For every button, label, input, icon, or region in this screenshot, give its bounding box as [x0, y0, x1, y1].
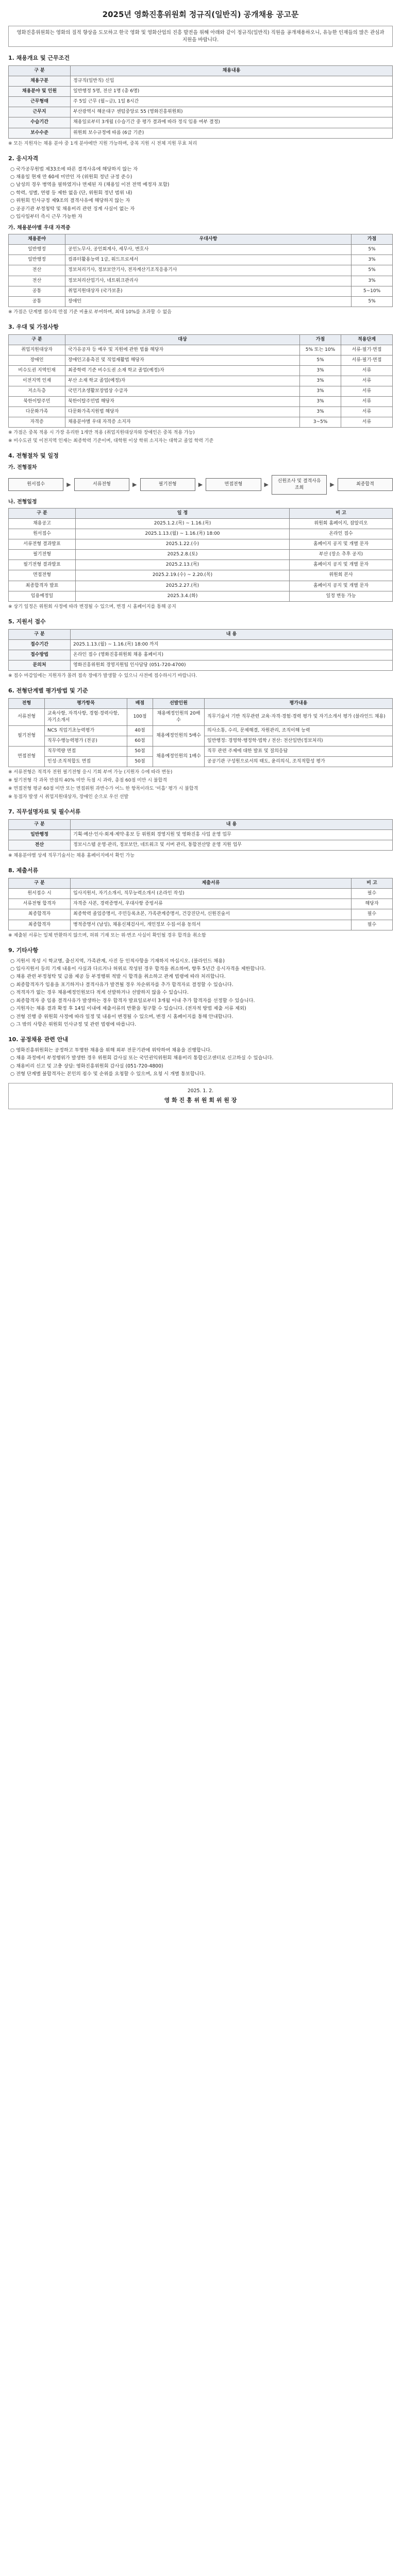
s3-cell: 서류	[341, 417, 393, 428]
s2-cell: 5%	[352, 296, 393, 307]
s6-note: ※ 동점자 발생 시 취업지원대상자, 장애인 순으로 우선 선발	[8, 794, 129, 800]
s2-cell: 취업지원대상자 (국가보훈)	[65, 286, 352, 296]
s6-cell: 50점	[127, 746, 153, 756]
s4-header: 일 정	[76, 509, 290, 519]
s3-cell: 취업지원대상자	[9, 345, 65, 355]
s2-header: 우대사항	[65, 234, 352, 245]
s8-cell: 필수	[352, 920, 393, 930]
s8-cell: 해당자	[352, 899, 393, 909]
arrow-right-icon: ▶	[198, 481, 203, 488]
s1-row-value: 일반행정 5명, 전산 1명 (총 6명)	[71, 87, 393, 97]
s4-cell: 위원회 홈페이지, 잡알리오	[290, 519, 393, 529]
s4-cell: 일정 변동 가능	[290, 591, 393, 601]
footer-org: 영 화 진 흥 위 원 회 위 원 장	[164, 1097, 237, 1104]
s7-header: 구 분	[9, 820, 71, 830]
s5-cell: 온라인 접수 (영화진흥위원회 채용 홈페이지)	[71, 650, 393, 660]
s4-cell: 2025.3.4.(화)	[76, 591, 290, 601]
s4-cell: 2025.2.13.(목)	[76, 560, 290, 570]
s2-bullet: ○ 국가공무원법 제33조에 따른 결격사유에 해당하지 않는 자	[10, 166, 138, 172]
s7-note: ※ 채용분야별 상세 직무기술서는 채용 홈페이지에서 확인 가능	[8, 853, 135, 859]
s3-cell: 이전지역 인재	[9, 376, 65, 386]
s10-bullets	[8, 1047, 393, 1078]
s8-cell: 원서접수 시	[9, 889, 71, 899]
section-3-title: 3. 우대 및 가점사항	[8, 323, 59, 330]
intro-text: 영화진흥위원회는 영화의 질적 향상을 도모하고 한국 영화 및 영화산업의 진흥 발전을 위해 아래와 같이 정규직(일반직) 직원을 공개채용하오니, 유능한 인재들의 많은 관심과 지원을 바랍니다.	[8, 26, 393, 47]
s2-cell: 정보처리기사, 정보보안기사, 전자계산기조직응용기사	[65, 265, 352, 276]
s2-header: 가점	[352, 234, 393, 245]
s3-cell: 3%	[300, 376, 341, 386]
s2-cell: 전산	[9, 276, 65, 286]
flow-step: 원서접수	[8, 478, 63, 491]
s9-bullets	[8, 958, 393, 1028]
flow-step: 면접전형	[206, 478, 261, 491]
s1-row-value: 주 5일 근무 (월~금), 1일 8시간	[71, 97, 393, 107]
s6-cell: 직무 관련 주제에 대한 발표 및 질의응답	[205, 746, 393, 756]
s4-cell: 서류전형 결과발표	[9, 539, 76, 550]
s4-cell: 2025.2.27.(목)	[76, 581, 290, 591]
s9-bullet: ○ 지원서 작성 시 학교명, 출신지역, 가족관계, 사진 등 인적사항을 기재하지 마십시오. (블라인드 채용)	[10, 958, 225, 964]
s3-header: 대상	[65, 334, 300, 345]
s3-cell: 3%	[300, 365, 341, 376]
s6-cell: 필기전형	[9, 725, 45, 746]
s10-bullet: ○ 영화진흥위원회는 공정하고 투명한 채용을 위해 외부 전문기관에 위탁하여 채용을 진행합니다.	[10, 1047, 212, 1053]
s9-bullet: ○ 지원자는 채용 결과 확정 후 14일 이내에 제출서류의 반환을 청구할 수 있습니다. (전자적 방법 제출 서류 제외)	[10, 1006, 246, 1012]
s3-cell: 3%	[300, 396, 341, 406]
s4-cell: 원서접수	[9, 529, 76, 539]
flow-step: 서류전형	[74, 478, 129, 491]
section-9-title: 9. 기타사항	[8, 946, 39, 954]
s9-bullet: ○ 전형 진행 중 위원회 사정에 따라 일정 및 내용이 변경될 수 있으며, 변경 시 홈페이지를 통해 안내합니다.	[10, 1013, 233, 1020]
s3-header: 구 분	[9, 334, 65, 345]
s9-bullet: ○ 최종합격자가 임용을 포기하거나 결격사유가 발견될 경우 차순위자를 추가 합격자로 결정할 수 있습니다.	[10, 981, 233, 988]
s2-header: 채용분야	[9, 234, 65, 245]
s3-cell: 국가유공자 등 예우 및 지원에 관한 법률 해당자	[65, 345, 300, 355]
s8-note: ※ 제출된 서류는 일체 반환하지 않으며, 허위 기재 또는 위·변조 사실이 확인될 경우 합격을 취소함	[8, 933, 206, 938]
s8-cell: 필수	[352, 889, 393, 899]
s1-note: ※ 모든 지원자는 채용 분야 중 1개 분야에만 지원 가능하며, 중복 지원 시 전체 지원 무효 처리	[8, 141, 197, 146]
section-5-table	[8, 629, 393, 671]
s6-cell: 채용예정인원의 20배수	[153, 708, 205, 725]
s3-cell: 5% 또는 10%	[300, 345, 341, 355]
s8-header: 구 분	[9, 878, 71, 889]
s4-cell: 홈페이지 공지 및 개별 문자	[290, 581, 393, 591]
s7-header: 내 용	[71, 820, 393, 830]
section-3-table	[8, 334, 393, 428]
s9-bullet: ○ 채용 관련 부정청탁 및 금품 제공 등 부정행위 적발 시 합격을 취소하고 관계 법령에 따라 처리합니다.	[10, 974, 226, 980]
s4-cell: 2025.1.2.(목) ~ 1.16.(목)	[76, 519, 290, 529]
s8-cell: 최종합격자	[9, 909, 71, 920]
s4-cell: 홈페이지 공지 및 개별 문자	[290, 560, 393, 570]
s2-cell: 장애인	[65, 296, 352, 307]
s5-note: ※ 접수 마감일에는 지원자가 몰려 접속 장애가 발생할 수 있으니 사전에 접수하시기 바랍니다.	[8, 673, 197, 679]
s4-cell: 온라인 접수	[290, 529, 393, 539]
s2-cell: 일반행정	[9, 245, 65, 255]
s3-cell: 서류	[341, 365, 393, 376]
s3-cell: 서류·필기·면접	[341, 345, 393, 355]
s6-header: 배점	[127, 698, 153, 708]
s6-note: ※ 서류전형은 적격자 전원 필기전형 응시 기회 부여 가능 (지원자 수에 따라 변동)	[8, 770, 173, 775]
footer	[8, 1083, 393, 1109]
footer-date: 2025. 1. 2.	[187, 1088, 214, 1094]
s6-cell: 채용예정인원의 5배수	[153, 725, 205, 746]
s2-sub-table	[8, 234, 393, 307]
s4-cell: 부산 (장소 추후 공지)	[290, 550, 393, 560]
s10-bullet: ○ 채용 과정에서 부정행위가 발생한 경우 위원회 감사실 또는 국민권익위원회 채용비리 통합신고센터로 신고하실 수 있습니다.	[10, 1055, 274, 1061]
s6-cell: 직무역량 면접	[45, 746, 127, 756]
s4-cell: 채용공고	[9, 519, 76, 529]
s6-cell: 의사소통, 수리, 문제해결, 자원관리, 조직이해 능력	[205, 725, 393, 736]
s3-header: 가점	[300, 334, 341, 345]
s2-bullet: ○ 학력, 성별, 연령 등 제한 없음 (단, 위원회 정년 범위 내)	[10, 190, 132, 196]
s3-cell: 국민기초생활보장법상 수급자	[65, 386, 300, 396]
section-8-table	[8, 878, 393, 930]
s6-cell: 공공기관 구성원으로서의 태도, 윤리의식, 조직적합성 평가	[205, 757, 393, 767]
s3-note-2: ※ 비수도권 및 이전지역 인재는 최종학력 기준이며, 대학원 이상 학위 소지자는 대학교 졸업 학력 기준	[8, 438, 214, 444]
s4-cell: 최종합격자 발표	[9, 581, 76, 591]
s3-cell: 서류	[341, 376, 393, 386]
s7-cell: 전산	[9, 840, 71, 851]
s9-bullet: ○ 그 밖의 사항은 위원회 인사규정 및 관련 법령에 따릅니다.	[10, 1022, 137, 1028]
s1-row-label: 보수수준	[9, 128, 71, 138]
s3-cell: 최종학력 기준 비수도권 소재 학교 졸업(예정)자	[65, 365, 300, 376]
s3-cell: 3%	[300, 386, 341, 396]
s5-cell: 2025.1.13.(월) ~ 1.16.(목) 18:00 까지	[71, 639, 393, 650]
s2-cell: 전산	[9, 265, 65, 276]
s7-cell: 정보시스템 운영·관리, 정보보안, 네트워크 및 서버 관리, 통합전산망 운영 지원 업무	[71, 840, 393, 851]
s6-cell: 100점	[127, 708, 153, 725]
s8-cell: 병적증명서 (남성), 채용신체검사서, 개인정보 수집·이용 동의서	[71, 920, 352, 930]
s6-cell: 직무기술서 기반 직무관련 교육·자격·경험·경력 평가 및 자기소개서 평가 (블라인드 채용)	[205, 708, 393, 725]
section-4-table	[8, 508, 393, 601]
page-title: 2025년 영화진흥위원회 정규직(일반직) 공개채용 공고문	[102, 10, 299, 19]
s6-cell: 인성·조직적합도 면접	[45, 757, 127, 767]
section-2-title: 2. 응시자격	[8, 155, 39, 162]
s6-header: 평가내용	[205, 698, 393, 708]
s1-header-0: 구 분	[9, 66, 71, 76]
s2-cell: 컴퓨터활용능력 1급, 워드프로세서	[65, 255, 352, 265]
arrow-right-icon: ▶	[132, 481, 137, 488]
s10-bullet: ○ 전형 단계별 불합격자는 본인의 점수 및 순위를 요청할 수 있으며, 요청 시 개별 통보합니다.	[10, 1071, 206, 1077]
s2-bullets	[8, 166, 393, 221]
section-1-table	[8, 65, 393, 138]
s4-note: ※ 상기 일정은 위원회 사정에 따라 변경될 수 있으며, 변경 시 홈페이지를 통해 공지	[8, 604, 176, 609]
s8-cell: 입사지원서, 자기소개서, 직무능력소개서 (온라인 작성)	[71, 889, 352, 899]
s8-cell: 서류전형 합격자	[9, 899, 71, 909]
s6-cell: 60점	[127, 736, 153, 746]
s4-cell: 필기전형 결과발표	[9, 560, 76, 570]
s3-header: 적용단계	[341, 334, 393, 345]
s4-sub-title-2: 나. 전형일정	[8, 499, 37, 505]
s3-cell: 서류	[341, 386, 393, 396]
s3-cell: 채용분야별 우대 자격증 소지자	[65, 417, 300, 428]
s1-row-value: 위원회 보수규정에 따름 (6급 기준)	[71, 128, 393, 138]
s3-cell: 장애인	[9, 355, 65, 365]
s5-cell: 영화진흥위원회 경영지원팀 인사담당 (051-720-4700)	[71, 660, 393, 670]
s4-header: 비 고	[290, 509, 393, 519]
s6-cell: 40점	[127, 725, 153, 736]
s4-cell: 2025.2.19.(수) ~ 2.20.(목)	[76, 570, 290, 581]
s1-row-value: 채용일로부터 3개월 (수습기간 중 평가 결과에 따라 정식 임용 여부 결정)	[71, 117, 393, 128]
s1-row-label: 근무형태	[9, 97, 71, 107]
s2-cell: 5%	[352, 265, 393, 276]
s3-cell: 저소득층	[9, 386, 65, 396]
s7-cell: 일반행정	[9, 830, 71, 840]
section-5-title: 5. 지원서 접수	[8, 618, 46, 625]
s1-row-label: 수습기간	[9, 117, 71, 128]
s6-cell: 서류전형	[9, 708, 45, 725]
s2-cell: 3%	[352, 276, 393, 286]
s6-header: 전형	[9, 698, 45, 708]
s2-cell: 정보처리산업기사, 네트워크관리사	[65, 276, 352, 286]
s6-cell: NCS 직업기초능력평가	[45, 725, 127, 736]
s2-bullet: ○ 채용일 현재 만 60세 미만인 자 (위원회 정년 규정 준수)	[10, 174, 132, 180]
s3-cell: 서류	[341, 406, 393, 417]
s1-row-label: 채용분야 및 인원	[9, 87, 71, 97]
s6-header: 평가항목	[45, 698, 127, 708]
section-1-title: 1. 채용개요 및 근무조건	[8, 55, 70, 62]
s3-note-1: ※ 가점은 중복 적용 시 가장 유리한 1개만 적용 (취업지원대상자와 장애인은 중복 적용 가능)	[8, 430, 195, 436]
flow-step: 필기전형	[140, 478, 195, 491]
section-10-title: 10. 공정채용 관련 안내	[8, 1036, 68, 1043]
s3-cell: 부산 소재 학교 졸업(예정)자	[65, 376, 300, 386]
s3-cell: 서류	[341, 396, 393, 406]
s3-cell: 비수도권 지역인재	[9, 365, 65, 376]
s5-cell: 문의처	[9, 660, 71, 670]
s3-cell: 서류·필기·면접	[341, 355, 393, 365]
s1-row-value: 정규직(일반직) 신입	[71, 76, 393, 87]
s4-cell: 2025.1.13.(월) ~ 1.16.(목) 18:00	[76, 529, 290, 539]
section-7-title: 7. 직무설명자료 및 필수서류	[8, 808, 81, 816]
s3-cell: 다문화가족	[9, 406, 65, 417]
s2-bullet: ○ 위원회 인사규정 제9조의 결격사유에 해당하지 않는 자	[10, 198, 130, 204]
s1-header-1: 채용내용	[71, 66, 393, 76]
arrow-right-icon: ▶	[66, 481, 71, 488]
section-6-title: 6. 전형단계별 평가방법 및 기준	[8, 687, 88, 694]
s4-cell: 홈페이지 공지 및 개별 문자	[290, 539, 393, 550]
s3-cell: 3~5%	[300, 417, 341, 428]
s2-cell: 공통	[9, 296, 65, 307]
s6-cell: 교육사항, 자격사항, 경험·경력사항, 자기소개서	[45, 708, 127, 725]
process-flow	[8, 475, 393, 495]
s3-cell: 자격증	[9, 417, 65, 428]
s8-cell: 필수	[352, 909, 393, 920]
s4-cell: 위원회 본사	[290, 570, 393, 581]
s4-cell: 임용예정일	[9, 591, 76, 601]
s2-cell: 5%	[352, 245, 393, 255]
s2-bullet: ○ 남성의 경우 병역을 필하였거나 면제된 자 (채용일 이전 전역 예정자 포함)	[10, 182, 170, 188]
s9-bullet: ○ 최종합격자 중 임용 결격사유가 발생하는 경우 합격자 발표일로부터 3개월 이내 추가 합격자를 선정할 수 있습니다.	[10, 997, 255, 1004]
s1-row-label: 채용구분	[9, 76, 71, 87]
s3-cell: 다문화가족지원법 해당자	[65, 406, 300, 417]
arrow-right-icon: ▶	[330, 481, 335, 488]
s3-cell: 북한이탈주민	[9, 396, 65, 406]
s8-header: 비 고	[352, 878, 393, 889]
s3-cell: 장애인고용촉진 및 직업재활법 해당자	[65, 355, 300, 365]
s2-bullet: ○ 공공기관 부정청탁 및 채용비리 관련 징계 사실이 없는 자	[10, 206, 135, 212]
s8-cell: 최종합격자	[9, 920, 71, 930]
arrow-right-icon: ▶	[264, 481, 269, 488]
s6-cell: 직무수행능력평가 (전공)	[45, 736, 127, 746]
s9-bullet: ○ 적격자가 없는 경우 채용예정인원보다 적게 선발하거나 선발하지 않을 수 있습니다.	[10, 990, 189, 996]
s3-cell: 3%	[300, 406, 341, 417]
s4-cell: 2025.2.8.(토)	[76, 550, 290, 560]
s6-note: ※ 필기전형 각 과목 만점의 40% 미만 득점 시 과락, 총점 60점 미만 시 불합격	[8, 778, 167, 784]
flow-step: 신원조사 및 결격사유 조회	[272, 475, 327, 495]
s2-sub-title: 가. 채용분야별 우대 자격증	[8, 225, 71, 231]
s10-bullet: ○ 채용비리 신고 및 고충 상담: 영화진흥위원회 감사실 (051-720-4800)	[10, 1063, 163, 1069]
s4-cell: 2025.1.22.(수)	[76, 539, 290, 550]
section-8-title: 8. 제출서류	[8, 867, 39, 874]
s2-cell: 5~10%	[352, 286, 393, 296]
s8-header: 제출서류	[71, 878, 352, 889]
s1-row-label: 근무지	[9, 107, 71, 117]
s2-cell: 3%	[352, 255, 393, 265]
s8-cell: 최종학력 졸업증명서, 주민등록초본, 가족관계증명서, 건강진단서, 신원진술서	[71, 909, 352, 920]
s9-bullet: ○ 입사지원서 등의 기재 내용이 사실과 다르거나 허위로 작성된 경우 합격을 취소하며, 향후 5년간 응시자격을 제한합니다.	[10, 966, 266, 972]
s5-cell: 접수기간	[9, 639, 71, 650]
s2-cell: 공통	[9, 286, 65, 296]
s6-note: ※ 면접전형 평균 60점 미만 또는 면접위원 과반수가 어느 한 항목이라도 '미흡' 평가 시 불합격	[8, 786, 198, 792]
s6-cell: 채용예정인원의 1배수	[153, 746, 205, 767]
s2-cell: 공인노무사, 공인회계사, 세무사, 변호사	[65, 245, 352, 255]
s6-cell: 일반행정: 경영학·행정학·법학 / 전산: 전산일반(정보처리)	[205, 736, 393, 746]
flow-step: 최종합격	[338, 478, 393, 491]
s2-note: ※ 가점은 단계별 점수의 만점 기준 비율로 부여하며, 최대 10%를 초과할 수 없음	[8, 309, 172, 315]
s2-cell: 일반행정	[9, 255, 65, 265]
s6-cell: 면접전형	[9, 746, 45, 767]
s6-cell: 50점	[127, 757, 153, 767]
s5-cell: 접수방법	[9, 650, 71, 660]
s4-header: 구 분	[9, 509, 76, 519]
section-7-table	[8, 819, 393, 851]
s4-cell: 면접전형	[9, 570, 76, 581]
s4-sub-title-1: 가. 전형절차	[8, 465, 37, 471]
s4-cell: 필기전형	[9, 550, 76, 560]
s8-cell: 자격증 사본, 경력증명서, 우대사항 증빙서류	[71, 899, 352, 909]
s5-header: 구 분	[9, 629, 71, 639]
s1-row-value: 부산광역시 해운대구 센텀중앙로 55 (영화진흥위원회)	[71, 107, 393, 117]
section-6-table	[8, 698, 393, 767]
s5-header: 내 용	[71, 629, 393, 639]
s7-cell: 기획·예산·인사·회계·계약·홍보 등 위원회 경영지원 및 영화진흥 사업 운영 업무	[71, 830, 393, 840]
s3-cell: 5%	[300, 355, 341, 365]
section-4-title: 4. 전형절차 및 일정	[8, 452, 59, 460]
s6-header: 선발인원	[153, 698, 205, 708]
s2-bullet: ○ 입사일부터 즉시 근무 가능한 자	[10, 214, 82, 220]
s3-cell: 북한이탈주민법 해당자	[65, 396, 300, 406]
